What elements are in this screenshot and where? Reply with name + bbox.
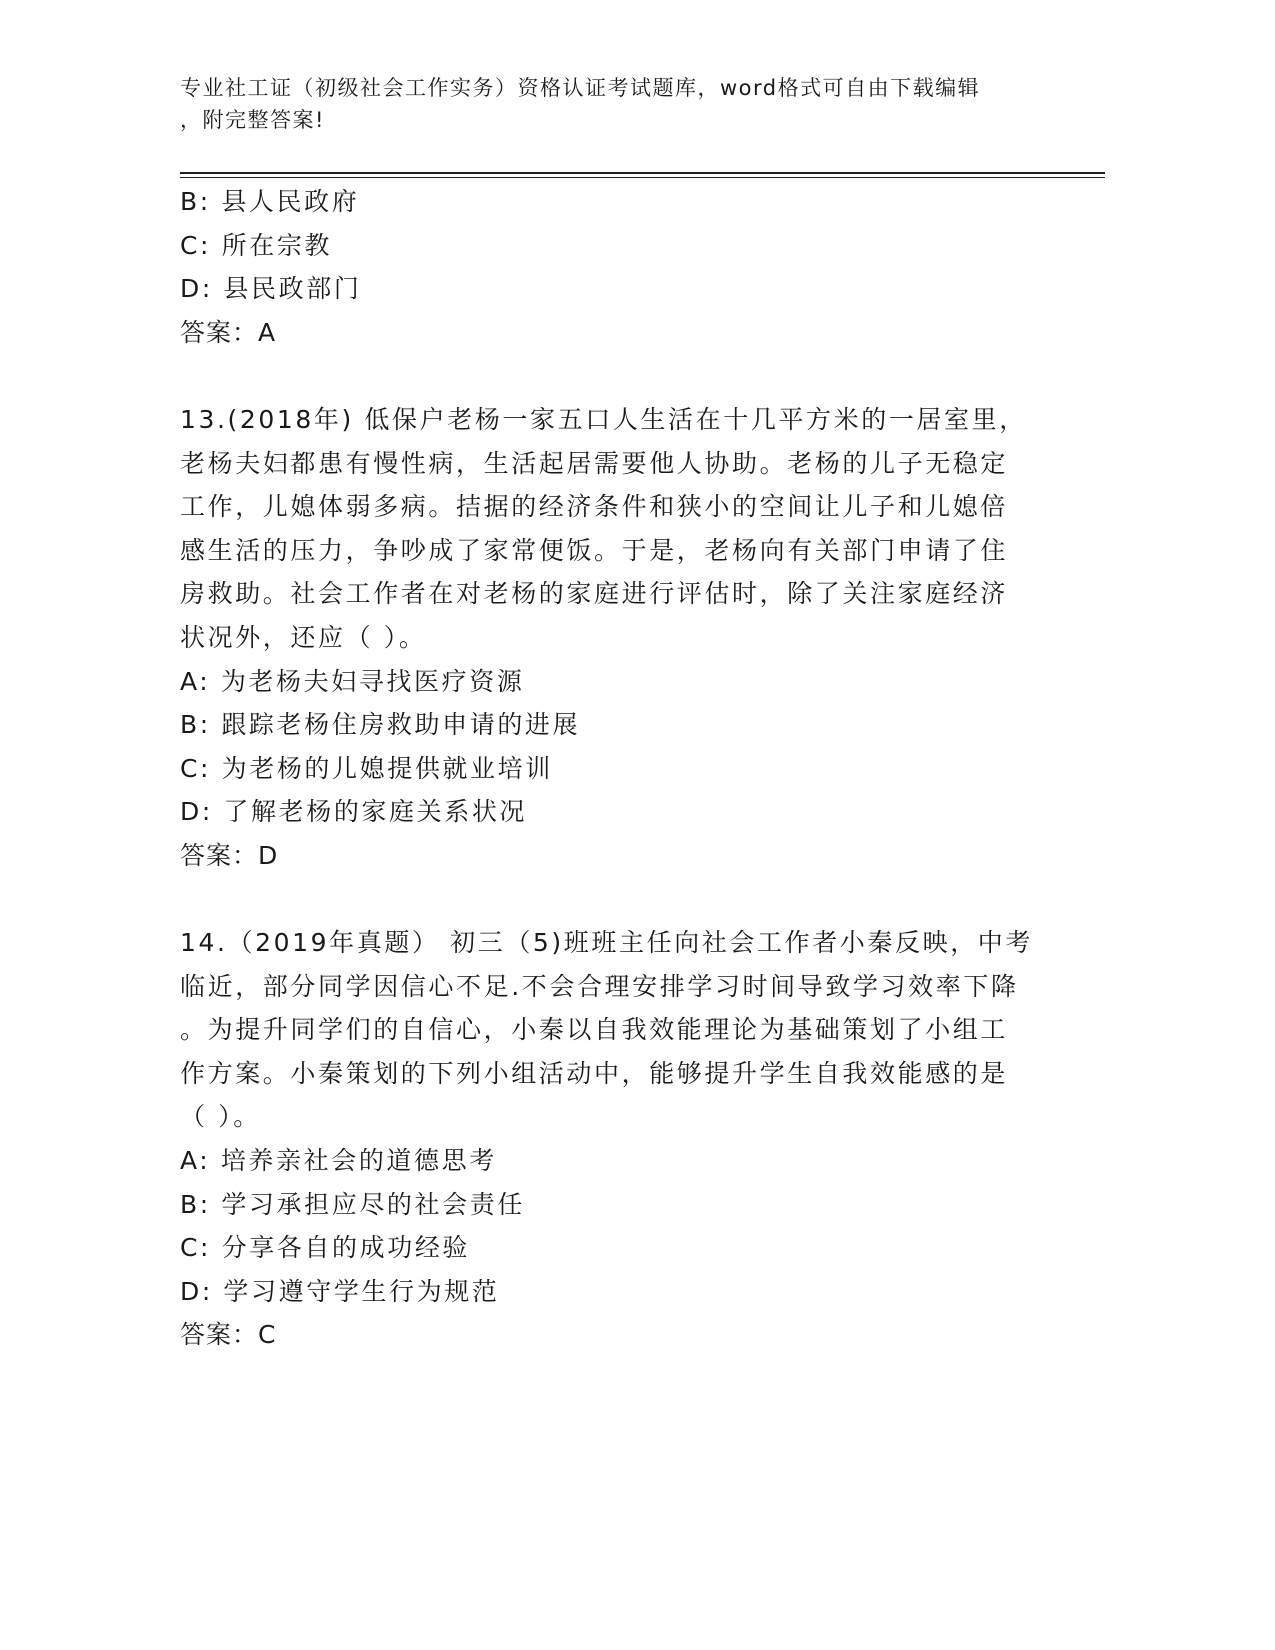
option-a: A: 培养亲社会的道德思考 [180,1146,497,1176]
question-stem-line: 工作，儿媳体弱多病。拮据的经济条件和狭小的空间让儿子和儿媳倍 [180,492,1009,522]
question-stem-line: 作方案。小秦策划的下列小组活动中，能够提升学生自我效能感的是 [180,1058,1009,1088]
option-c: C: 分享各自的成功经验 [180,1233,471,1263]
question-stem-line: 房救助。社会工作者在对老杨的家庭进行评估时，除了关注家庭经济 [180,579,1009,609]
question-stem-line: （ ）。 [180,1102,261,1132]
header-rule-thin [180,177,1105,178]
question-stem-line: 老杨夫妇都患有慢性病，生活起居需要他人协助。老杨的儿子无稳定 [180,448,1009,478]
header-rule-thick [180,172,1105,174]
option-a: A: 为老杨夫妇寻找医疗资源 [180,666,525,696]
option-b: B: 跟踪老杨住房救助申请的进展 [180,710,581,740]
question-14 [180,921,1040,1357]
option-d: D: 学习遵守学生行为规范 [180,1276,500,1306]
question-stem-line: 。为提升同学们的自信心，小秦以自我效能理论为基础策划了小组工 [180,1015,1009,1045]
answer-line: 答案：C [180,1320,277,1350]
header-line-2: ，附完整答案! [180,108,325,132]
option-b: B: 学习承担应尽的社会责任 [180,1189,525,1219]
option-c: C: 所在宗教 [180,230,333,260]
question-stem-line: 临近，部分同学因信心不足.不会合理安排学习时间导致学习效率下降 [180,971,1019,1001]
answer-line: 答案：A [180,317,277,347]
spacer [180,878,1040,922]
option-d: D: 县民政部门 [180,274,362,304]
question-12-continued [180,180,1040,354]
question-stem-line: 感生活的压力，争吵成了家常便饭。于是，老杨向有关部门申请了住 [180,535,1009,565]
question-stem-line: 状况外，还应（ ）。 [180,622,427,652]
header-line-1: 专业社工证（初级社会工作实务）资格认证考试题库，word格式可自由下载编辑 [180,76,981,100]
question-stem-line: 13.(2018年) 低保户老杨一家五口人生活在十几平方米的一居室里， [180,404,1027,434]
option-d: D: 了解老杨的家庭关系状况 [180,797,528,827]
question-stem-line: 14.（2019年真题） 初三（5)班班主任向社会工作者小秦反映，中考 [180,928,1033,958]
option-b: B: 县人民政府 [180,187,360,216]
spacer [180,354,1040,398]
question-13 [180,398,1040,878]
answer-line: 答案：D [180,840,279,870]
question-list [180,180,1040,1357]
document-header [180,72,1040,136]
option-c: C: 为老杨的儿媳提供就业培训 [180,753,553,783]
